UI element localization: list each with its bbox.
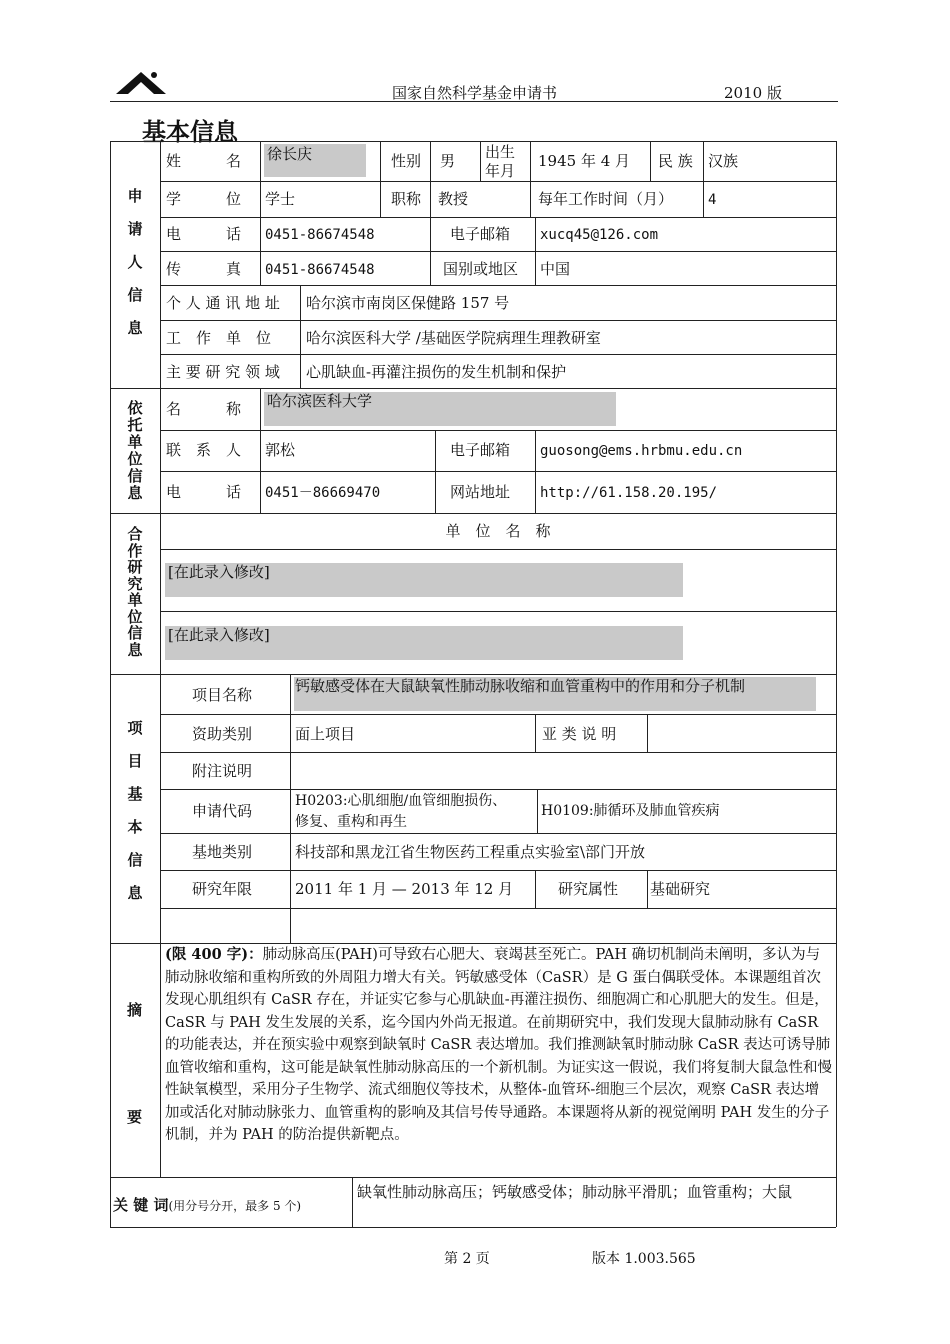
contact-label: 联 系 人 <box>166 441 242 459</box>
keywords-label: 关 键 词 <box>113 1196 169 1214</box>
keywords-hint: (用分号分开，最多 5 个) <box>168 1199 302 1213</box>
subtype-label: 亚 类 说 明 <box>542 725 617 743</box>
partner-row-2[interactable]: [在此录入修改] <box>168 626 270 644</box>
attribute-label: 研究属性 <box>558 880 619 898</box>
section-title: 基本信息 <box>142 118 238 146</box>
note-label: 附注说明 <box>192 762 253 780</box>
funding-label: 资助类别 <box>192 725 253 743</box>
gender-label: 性别 <box>391 152 422 170</box>
degree-value[interactable]: 学士 <box>265 190 296 208</box>
institution-email-value[interactable]: guosong@ems.hrbmu.edu.cn <box>540 443 743 459</box>
title-value[interactable]: 教授 <box>438 190 469 208</box>
country-value[interactable]: 中国 <box>540 260 571 278</box>
fax-label: 传 真 <box>166 260 242 278</box>
funding-value[interactable]: 面上项目 <box>295 725 356 743</box>
name-value[interactable]: 徐长庆 <box>267 145 313 163</box>
address-label: 个 人 通 讯 地 址 <box>166 294 280 312</box>
project-name-label: 项目名称 <box>192 686 253 704</box>
code-1-line2[interactable]: 修复、重构和再生 <box>295 814 407 830</box>
attribute-value[interactable]: 基础研究 <box>650 880 711 898</box>
project-name-value[interactable]: 钙敏感受体在大鼠缺氧性肺动脉收缩和血管重构中的作用和分子机制 <box>295 677 746 695</box>
document-edition: 2010 版 <box>724 84 782 102</box>
name-label: 姓 名 <box>166 152 242 170</box>
period-label: 研究年限 <box>192 880 253 898</box>
phone-label: 电 话 <box>166 225 242 243</box>
degree-label: 学 位 <box>166 190 242 208</box>
birth-value[interactable]: 1945 年 4 月 <box>538 152 631 170</box>
fax-value[interactable]: 0451-86674548 <box>265 262 375 278</box>
basic-info-form <box>110 141 836 1227</box>
document-title: 国家自然科学基金申请书 <box>392 84 558 102</box>
keywords-label-group <box>113 1196 301 1215</box>
country-label: 国别或地区 <box>443 260 519 278</box>
abstract-text-block[interactable] <box>165 944 833 1147</box>
ethnicity-value[interactable]: 汉族 <box>708 152 739 170</box>
base-value[interactable]: 科技部和黑龙江省生物医药工程重点实验室\部门开放 <box>295 843 646 861</box>
page-number: 第 2 页 <box>444 1251 490 1267</box>
institution-group-label: 依 托 单 位 信 息 <box>127 399 143 502</box>
code-label: 申请代码 <box>192 802 253 820</box>
birth-label-1: 出生 <box>485 143 516 161</box>
nsfc-logo-icon <box>114 66 168 96</box>
institution-name-label: 名 称 <box>166 400 242 418</box>
applicant-group-label: 申 请 人 信 息 <box>127 187 143 337</box>
email-label: 电子邮箱 <box>450 225 511 243</box>
website-label: 网站地址 <box>450 483 511 501</box>
ethnicity-label: 民 族 <box>658 152 693 170</box>
abstract-label-1: 摘 <box>127 1001 143 1019</box>
keywords-value[interactable]: 缺氧性肺动脉高压；钙敏感受体；肺动脉平滑肌；血管重构；大鼠 <box>357 1183 793 1201</box>
phone-value[interactable]: 0451-86674548 <box>265 227 375 243</box>
partners-group-label: 合 作 研 究 单 位 信 息 <box>127 525 143 659</box>
abstract-text: 肺动脉高压(PAH)可导致右心肥大、衰竭甚至死亡。PAH 确切机制尚未阐明，多认为与肺动脉收缩和重构所致的外周阻力增大有关。钙敏感受体（CaSR）是 G 蛋白偶联受体。本课题组首次发现心肌组织有 CaSR 存在，并证实它参与心肌缺血-再灌注损伤、细胞凋亡和心肌肥大的发生。但是，CaSR 与 PAH 发生发展的关系，迄今国内外尚无报道。在前期研究中，我们发现大鼠肺动脉有 CaSR 的功能表达，并在预实验中观察到缺氧时 CaSR 表达增加。我们推测缺氧时肺动脉 CaSR 表达可诱导肺血管收缩和重构，这可能是缺氧性肺动脉高压的一个新机制。为证实这一假说，我们将复制大鼠急性和慢性缺氧模型，采用分子生物学、流式细胞仪等技术，从整体-血管环-细胞三个层次，观察 CaSR 表达增加或活化对肺动脉张力、血管重构的影响及其信号传导通路。本课题将从新的视觉阐明 PAH 发生的分子机制，并为 PAH 的防治提供新靶点。 <box>165 947 832 1143</box>
contact-value[interactable]: 郭松 <box>265 441 296 459</box>
form-version: 版本 1.003.565 <box>592 1251 696 1267</box>
project-group-label: 项 目 基 本 信 息 <box>127 719 143 902</box>
employer-label: 工 作 单 位 <box>166 329 272 347</box>
institution-email-label: 电子邮箱 <box>450 441 511 459</box>
abstract-label-2: 要 <box>127 1108 143 1126</box>
abstract-limit: (限 400 字)： <box>165 946 263 963</box>
website-value[interactable]: http://61.158.20.195/ <box>540 485 718 501</box>
email-value[interactable]: xucq45@126.com <box>540 227 659 243</box>
birth-label-2: 年月 <box>485 162 516 180</box>
gender-value[interactable]: 男 <box>440 152 456 170</box>
research-label: 主 要 研 究 领 域 <box>166 363 280 381</box>
code-2[interactable]: H0109:肺循环及肺血管疾病 <box>541 803 720 819</box>
period-value[interactable]: 2011 年 1 月 — 2013 年 12 月 <box>295 880 514 898</box>
partners-header: 单 位 名 称 <box>445 522 551 540</box>
header-rule <box>110 101 838 102</box>
work-months-label: 每年工作时间（月） <box>538 190 674 208</box>
research-value[interactable]: 心肌缺血-再灌注损伤的发生机制和保护 <box>306 363 567 381</box>
base-label: 基地类别 <box>192 843 253 861</box>
address-value[interactable]: 哈尔滨市南岗区保健路 157 号 <box>306 294 510 312</box>
employer-value[interactable]: 哈尔滨医科大学 /基础医学院病理生理教研室 <box>306 329 601 347</box>
code-1-line1[interactable]: H0203:心肌细胞/血管细胞损伤、 <box>295 793 507 809</box>
title-label: 职称 <box>391 190 422 208</box>
work-months-value[interactable]: 4 <box>708 192 717 208</box>
institution-phone-label: 电 话 <box>166 483 242 501</box>
partner-row-1[interactable]: [在此录入修改] <box>168 563 270 581</box>
institution-name-value[interactable]: 哈尔滨医科大学 <box>267 392 373 410</box>
institution-phone-value[interactable]: 0451－86669470 <box>265 485 381 501</box>
